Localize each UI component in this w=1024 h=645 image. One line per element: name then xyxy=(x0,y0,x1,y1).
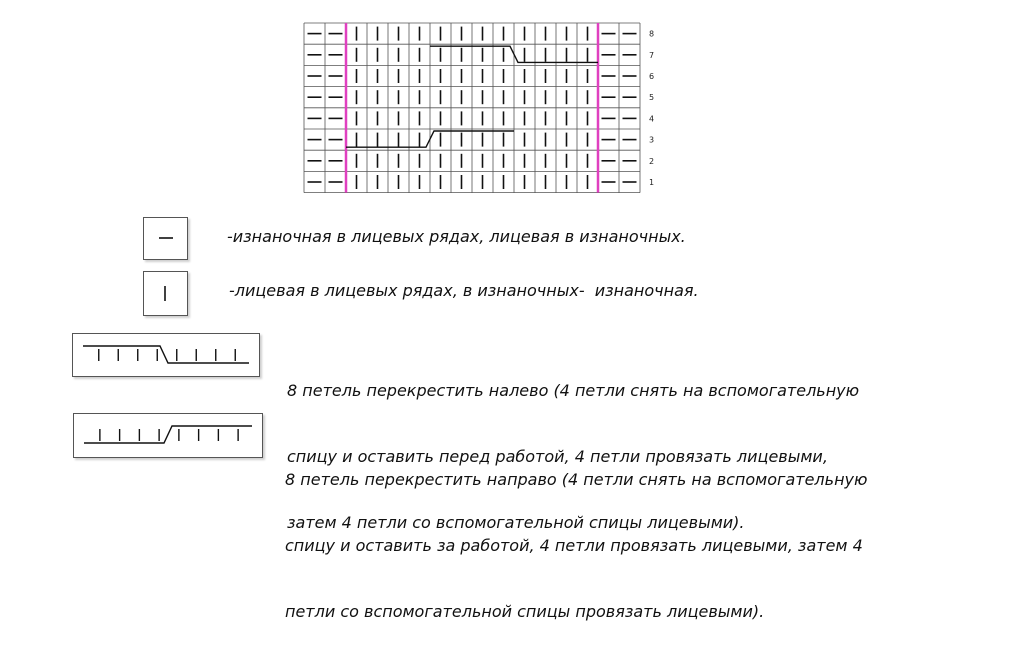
row-number-label: 8 xyxy=(649,29,655,39)
row-number-label: 2 xyxy=(649,156,655,166)
purl-symbol xyxy=(144,218,187,259)
legend-cross-left-symbol-box xyxy=(72,333,260,377)
cross-right-line-3: петли со вспомогательной спицы провязать лицевыми). xyxy=(285,602,765,621)
row-number-label: 4 xyxy=(649,114,655,124)
cable-line xyxy=(84,426,252,443)
legend-knit-symbol-box xyxy=(143,271,188,316)
knit-symbol xyxy=(144,272,187,315)
row-number-label: 3 xyxy=(649,135,655,145)
cross-right-line-2: спицу и оставить за работой, 4 петли провязать лицевыми, затем 4 xyxy=(285,536,863,555)
row-number-label: 5 xyxy=(649,93,655,103)
row-number-label: 1 xyxy=(649,178,655,187)
cross-left-line-2: спицу и оставить перед работой, 4 петли провязать лицевыми, xyxy=(287,447,828,466)
legend-knit-text: -лицевая в лицевых рядах, в изнаночных- изнаночная. xyxy=(229,281,699,300)
legend-purl-text: -изнаночная в лицевых рядах, лицевая в изнаночных. xyxy=(227,227,686,246)
knitting-chart xyxy=(0,0,1024,200)
cross-right-symbol xyxy=(74,414,262,457)
row-number-label: 6 xyxy=(649,72,655,81)
row-number-label: 7 xyxy=(649,50,655,60)
cable-line xyxy=(83,346,249,363)
legend-purl-symbol-box xyxy=(143,217,188,260)
cross-left-line-1: 8 петель перекрестить налево (4 петли снять на вспомогательную xyxy=(287,381,860,400)
cross-right-line-1: 8 петель перекрестить направо (4 петли снять на вспомогательную xyxy=(285,470,868,489)
cross-left-symbol xyxy=(73,334,259,376)
cross-left-line-3: затем 4 петли со вспомогательной спицы лицевыми). xyxy=(287,513,745,532)
legend-cross-right-symbol-box xyxy=(73,413,263,458)
legend-cross-right-text xyxy=(285,425,867,645)
